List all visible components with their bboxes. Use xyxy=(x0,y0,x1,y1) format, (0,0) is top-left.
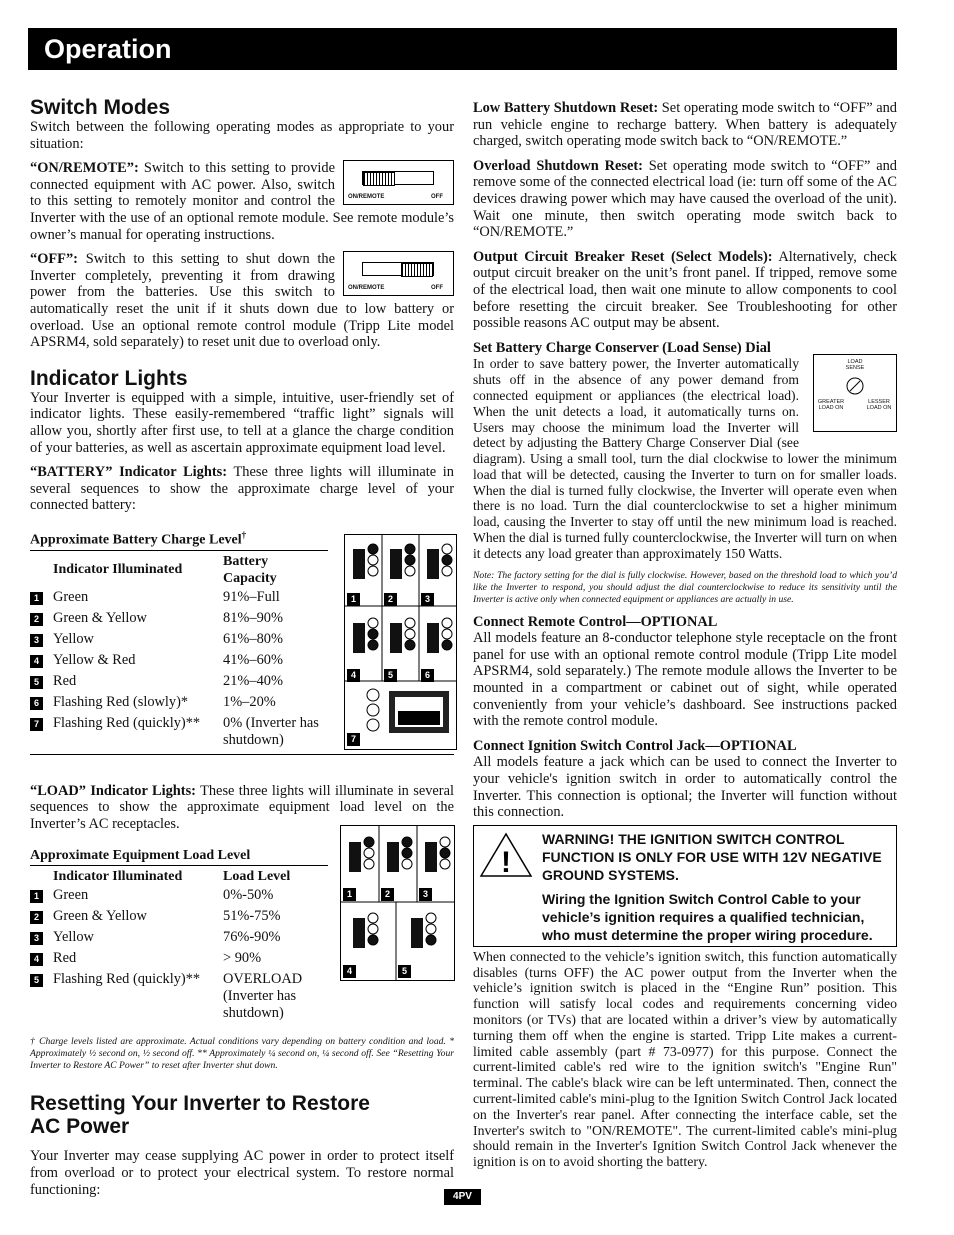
load-row-indicator: Yellow xyxy=(53,929,94,946)
load-row-value: 76%-90% xyxy=(223,929,281,946)
load-row-indicator: Red xyxy=(53,950,77,967)
load-row-value: 0%-50% xyxy=(223,887,274,904)
load-row-number: 2 xyxy=(30,911,43,924)
battery-row xyxy=(30,671,323,692)
battery-row xyxy=(30,608,323,629)
dial-icon xyxy=(814,355,896,431)
battery-row-value: 1%–20% xyxy=(223,693,276,710)
page-number: 4PV xyxy=(444,1189,481,1205)
battery-row-indicator: Green xyxy=(53,588,89,605)
indicator-light-icon xyxy=(442,618,452,628)
battery-row-indicator: Green & Yellow xyxy=(53,609,147,626)
load-lights-diagram xyxy=(341,826,454,980)
section-divider xyxy=(30,754,454,755)
battery-row xyxy=(30,650,323,671)
warning-line1: WARNING! THE IGNITION SWITCH CONTROL FUNCTION IS ONLY FOR USE WITH 12V NEGATIVE GROUND SYSTEMS. xyxy=(542,830,882,883)
battery-row-indicator: Yellow xyxy=(53,630,94,647)
battery-row-value: 41%–60% xyxy=(223,651,283,668)
indicator-light-icon xyxy=(405,544,415,554)
load-row-indicator: Green xyxy=(53,887,89,904)
battery-fig-label: 5 xyxy=(384,669,397,682)
battery-row xyxy=(30,713,323,749)
load-row xyxy=(30,885,323,906)
indicator-light-icon xyxy=(364,859,374,869)
on-remote-paragraph xyxy=(30,160,454,243)
on-remote-text: Switch to this setting to provide connected equipment with AC power. Also, switch to this setting to remotely monitor and control the Inverter with the use of an optional remote module. See remote module’s owner’s manual for operating instructions. xyxy=(30,160,454,243)
load-sense-dial-figure xyxy=(813,354,897,432)
conserver-text: In order to save battery power, the Inverter automatically shuts off in the absence of any power demand from connected equipment or appliances (the electrical load). When the unit detects a load, it automatically turns on. Users may choose the minimum load the Inverter will detect by adjusting the Battery Charge Conserver Dial (see diagram). Using a small tool, turn the dial clockwise to lower the minimum load that will be detected, causing the Inverter to turn on for smaller loads. When the dial is turned fully clockwise, the Inverter will operate even when there is no load. Turn the dial counterclockwise to set a higher minimum load, causing the Inverter to stay off until the new minimum load is reached. When the dial is turned fully counterclockwise, the Inverter will turn on when it detects any load greater than approximately 150 Watts. xyxy=(473,356,897,561)
low-battery-lead: Low Battery Shutdown Reset: xyxy=(473,100,659,116)
receptacle-icon xyxy=(427,549,439,579)
off-lead: “OFF”: xyxy=(30,251,78,268)
page-title: Operation xyxy=(44,34,172,64)
indicator-light-icon xyxy=(368,924,378,934)
indicator-light-icon xyxy=(442,629,452,639)
switch-label-on-remote: ON/REMOTE xyxy=(348,285,385,292)
switch-knob xyxy=(401,263,433,277)
indicator-light-icon xyxy=(426,913,436,923)
footnote: † Charge levels listed are approximate. Actual conditions vary depending on battery condition and load. * Approximately ½ second on, ½ second off. ** Approximately ¼ second on, ¼ second off. See “Resetting Your Inverter to Restore AC Power” to reset after Inverter shut down. xyxy=(30,1036,454,1072)
battery-row-number: 1 xyxy=(30,592,43,605)
battery-row-value: 61%–80% xyxy=(223,630,283,647)
overload-lead: Overload Shutdown Reset: xyxy=(473,157,643,174)
dial-title: LOAD SENSE xyxy=(845,359,865,372)
load-text: These three lights will illuminate in several sequences to show the approximate equipment load level on the Inverter’s AC receptacles. xyxy=(30,782,454,832)
battery-row xyxy=(30,629,323,650)
battery-row-number: 3 xyxy=(30,634,43,647)
load-fig-label: 4 xyxy=(343,965,356,978)
indicator-light-icon xyxy=(405,640,415,650)
load-row-number: 3 xyxy=(30,932,43,945)
indicator-light-icon xyxy=(440,848,450,858)
load-table-title: Approximate Equipment Load Level xyxy=(30,848,328,866)
battery-row-number: 4 xyxy=(30,655,43,668)
indicator-light-icon xyxy=(440,837,450,847)
load-row xyxy=(30,969,323,1022)
right-column xyxy=(473,100,897,1170)
indicator-light-icon xyxy=(368,935,378,945)
ignition-heading: Connect Ignition Switch Control Jack—OPTIONAL xyxy=(473,737,797,754)
load-row xyxy=(30,927,323,948)
battery-text: These three lights will illuminate in several sequences to show the approximate charge level of your connected battery: xyxy=(30,464,454,514)
on-remote-lead: “ON/REMOTE”: xyxy=(30,160,139,177)
load-table xyxy=(30,868,323,1022)
load-row-number: 1 xyxy=(30,890,43,903)
load-row-number: 5 xyxy=(30,974,43,987)
indicator-light-icon xyxy=(368,640,378,650)
battery-row-value: 0% (Inverter has shutdown) xyxy=(223,714,319,748)
load-col2: Load Level xyxy=(223,869,291,885)
receptacle-icon xyxy=(387,842,399,872)
switch-on-remote-figure xyxy=(343,160,454,205)
battery-row-indicator: Red xyxy=(53,672,77,689)
indicator-light-icon xyxy=(442,555,452,565)
warning-line2: Wiring the Ignition Switch Control Cable to your vehicle’s ignition requires a qualified technician, who must determine the proper wiring procedure. xyxy=(542,890,873,943)
indicator-light-icon xyxy=(426,935,436,945)
indicator-light-icon xyxy=(405,618,415,628)
load-row-value: > 90% xyxy=(223,950,262,967)
battery-lights-figure xyxy=(344,534,457,750)
conserver-heading: Set Battery Charge Conserver (Load Sense) Dial xyxy=(473,339,771,356)
battery-fig-label: 3 xyxy=(421,593,434,606)
dial-left-label: GREATER LOAD ON xyxy=(817,399,845,412)
indicator-light-icon xyxy=(402,837,412,847)
indicator-light-icon xyxy=(368,566,378,576)
ignition-text: All models feature a jack which can be used to connect the Inverter to your vehicle's ignition switch in order to automatically control the Inverter. This connection is optional; the Inverter will function without this connection. xyxy=(473,754,897,821)
load-row xyxy=(30,948,323,969)
receptacle-icon xyxy=(425,842,437,872)
battery-row-number: 2 xyxy=(30,613,43,626)
load-fig-label: 5 xyxy=(398,965,411,978)
indicator-light-icon xyxy=(402,859,412,869)
battery-row xyxy=(30,692,323,713)
battery-lights-diagram xyxy=(345,535,456,749)
warning-icon xyxy=(476,830,542,944)
remote-heading: Connect Remote Control—OPTIONAL xyxy=(473,613,718,630)
resetting-text: Your Inverter may cease supplying AC power in order to protect itself from overload or to protect your electrical system. To restore normal functioning: xyxy=(30,1148,454,1198)
battery-row-value: 81%–90% xyxy=(223,609,283,626)
svg-text:!: ! xyxy=(501,845,511,879)
breaker-text: Alternatively, check output circuit breaker on the unit’s front panel. If tripped, remove some of the electrical load, then wait one minute to allow components to cool before resetting the circuit breaker. See Troubleshooting for other possible reasons AC output may be absent. xyxy=(473,248,897,332)
breaker-lead: Output Circuit Breaker Reset (Select Models): xyxy=(473,248,773,265)
ignition-text-2: When connected to the vehicle’s ignition switch, this function automatically disables (turns OFF) the AC power output from the Inverter when the vehicle’s ignition switch is placed in the “Engine Run” position. This function will satisfy local codes and requirements concerning video monitors (or TVs) that are located within a driver’s view by automatically turning them off when the engine is started. Tripp Lite makes a current-limited cable assembly (part # 73-0977) for this purpose. Connect the current-limited cable's red wire to the ignition switch's "Engine Run" terminal. The cable's black wire can be left unterminated. Then, connect the current-limited cable's mini-plug to the Ignition Switch Control Jack located on the Inverter's rear panel. After connecting the interface cable, set the Inverter's switch to "ON/REMOTE". The current-limited cable's mini-plug should remain in the Inverter's Ignition Switch Control Jack whenever the ignition is on to avoid shorting the battery. xyxy=(473,948,897,1170)
battery-row-number: 7 xyxy=(30,718,43,731)
receptacle-icon xyxy=(427,623,439,653)
switch-label-off: OFF xyxy=(431,285,443,292)
indicator-light-icon xyxy=(426,924,436,934)
battery-row xyxy=(30,587,323,608)
receptacle-icon xyxy=(353,549,365,579)
load-row-number: 4 xyxy=(30,953,43,966)
load-fig-label: 3 xyxy=(419,888,432,901)
battery-row-indicator: Yellow & Red xyxy=(53,651,136,668)
indicator-lights-heading: Indicator Lights xyxy=(30,366,188,390)
switch-modes-heading: Switch Modes xyxy=(30,96,171,119)
switch-label-off: OFF xyxy=(431,194,443,201)
dial-note: Note: The factory setting for the dial is fully clockwise. However, based on the threshold load to which you’d like the Inverter to respond, you should adjust the dial counterclockwise to reduce its sensitivity until the Inverter is active only when connected equipment or appliances are actually in use. xyxy=(473,569,897,605)
remote-text: All models feature an 8-conductor telephone style receptacle on the front panel for use with an optional remote control module (Tripp Lite model APSRM4, sold separately.) The remote module allows the Inverter to be mounted in a compartment or cabinet out of sight, while operated conveniently from your vehicle’s dashboard. See instructions packed with the remote control module. xyxy=(473,630,897,730)
load-col1: Indicator Illuminated xyxy=(53,869,183,885)
indicator-light-icon xyxy=(368,544,378,554)
battery-fig-label: 2 xyxy=(384,593,397,606)
indicator-light-icon xyxy=(442,566,452,576)
indicator-light-icon xyxy=(368,618,378,628)
indicator-light-icon xyxy=(368,555,378,565)
indicator-light-icon xyxy=(368,629,378,639)
indicator-lights-intro: Your Inverter is equipped with a simple, intuitive, user-friendly set of indicator lights. These easily-remembered “traffic light” signals will allow you, shortly after first use, to tell at a glance the charge condition of your batteries, as well as ascertain approximate equipment load level. xyxy=(30,389,454,456)
off-paragraph xyxy=(30,251,454,351)
load-row-value: OVERLOAD (Inverter has shutdown) xyxy=(223,971,303,1022)
receptacle-icon xyxy=(349,842,361,872)
load-fig-label: 2 xyxy=(381,888,394,901)
battery-col1: Indicator Illuminated xyxy=(53,562,183,578)
warning-box xyxy=(473,825,897,947)
conserver-block xyxy=(473,356,897,561)
indicator-light-icon xyxy=(405,566,415,576)
battery-row-indicator: Flashing Red (slowly)* xyxy=(53,693,189,710)
load-lights-figure xyxy=(340,825,455,981)
dial-right-label: LESSER LOAD ON xyxy=(866,399,892,412)
receptacle-icon xyxy=(411,918,423,948)
switch-label-on-remote: ON/REMOTE xyxy=(348,194,385,201)
indicator-light-icon xyxy=(364,837,374,847)
indicator-light-icon xyxy=(402,848,412,858)
receptacle-icon xyxy=(390,549,402,579)
receptacle-icon xyxy=(353,918,365,948)
indicator-light-icon xyxy=(442,640,452,650)
battery-table xyxy=(30,553,323,749)
page-header xyxy=(28,28,897,70)
battery-fig-label: 6 xyxy=(421,669,434,682)
switch-off-figure xyxy=(343,251,454,296)
indicator-light-icon xyxy=(442,544,452,554)
battery-table-title: Approximate Battery Charge Level† xyxy=(30,530,328,551)
battery-fig-label: 4 xyxy=(347,669,360,682)
resetting-heading: Resetting Your Inverter to Restore AC Power xyxy=(30,1092,370,1139)
load-fig-label: 1 xyxy=(343,888,356,901)
load-lead: “LOAD” Indicator Lights: xyxy=(30,782,196,799)
low-battery-text: Set operating mode switch to “OFF” and run vehicle engine to recharge battery. When battery is adequately charged, switch operating mode switch back to “ON/REMOTE.” xyxy=(473,100,897,150)
overload-text: Set operating mode switch to “OFF” and remove some of the connected electrical load (ie: turn off some of the AC devices drawing power which may have caused the overload of the unit). Wait one minute, then switch operating mode switch back to “ON/REMOTE.” xyxy=(473,157,897,241)
indicator-light-icon xyxy=(405,555,415,565)
battery-lead: “BATTERY” Indicator Lights: xyxy=(30,464,228,481)
battery-row-value: 21%–40% xyxy=(223,672,283,689)
receptacle-icon xyxy=(353,623,365,653)
battery-fig-label: 7 xyxy=(347,733,360,746)
indicator-light-icon xyxy=(364,848,374,858)
indicator-light-icon xyxy=(405,629,415,639)
battery-row-number: 6 xyxy=(30,697,43,710)
battery-col2: Battery Capacity xyxy=(223,553,277,586)
load-row xyxy=(30,906,323,927)
indicator-light-icon xyxy=(440,859,450,869)
load-row-value: 51%-75% xyxy=(223,908,281,925)
battery-row-indicator: Flashing Red (quickly)** xyxy=(53,714,201,731)
receptacle-icon xyxy=(390,623,402,653)
switch-modes-intro: Switch between the following operating modes as appropriate to your situation: xyxy=(30,119,454,152)
switch-knob xyxy=(363,172,395,186)
battery-row-number: 5 xyxy=(30,676,43,689)
load-row-indicator: Flashing Red (quickly)** xyxy=(53,971,201,988)
off-text: Switch to this setting to shut down the Inverter completely, preventing it from drawing power from the batteries. Use this switch to automatically reset the unit if it shuts down due to low battery or overload. Use an optional remote control module (Tripp Lite model APSRM4, sold separately) to reset unit due to overload only. xyxy=(30,251,454,351)
indicator-light-icon xyxy=(368,913,378,923)
load-row-indicator: Green & Yellow xyxy=(53,908,147,925)
battery-fig-label: 1 xyxy=(347,593,360,606)
battery-row-value: 91%–Full xyxy=(223,588,280,605)
